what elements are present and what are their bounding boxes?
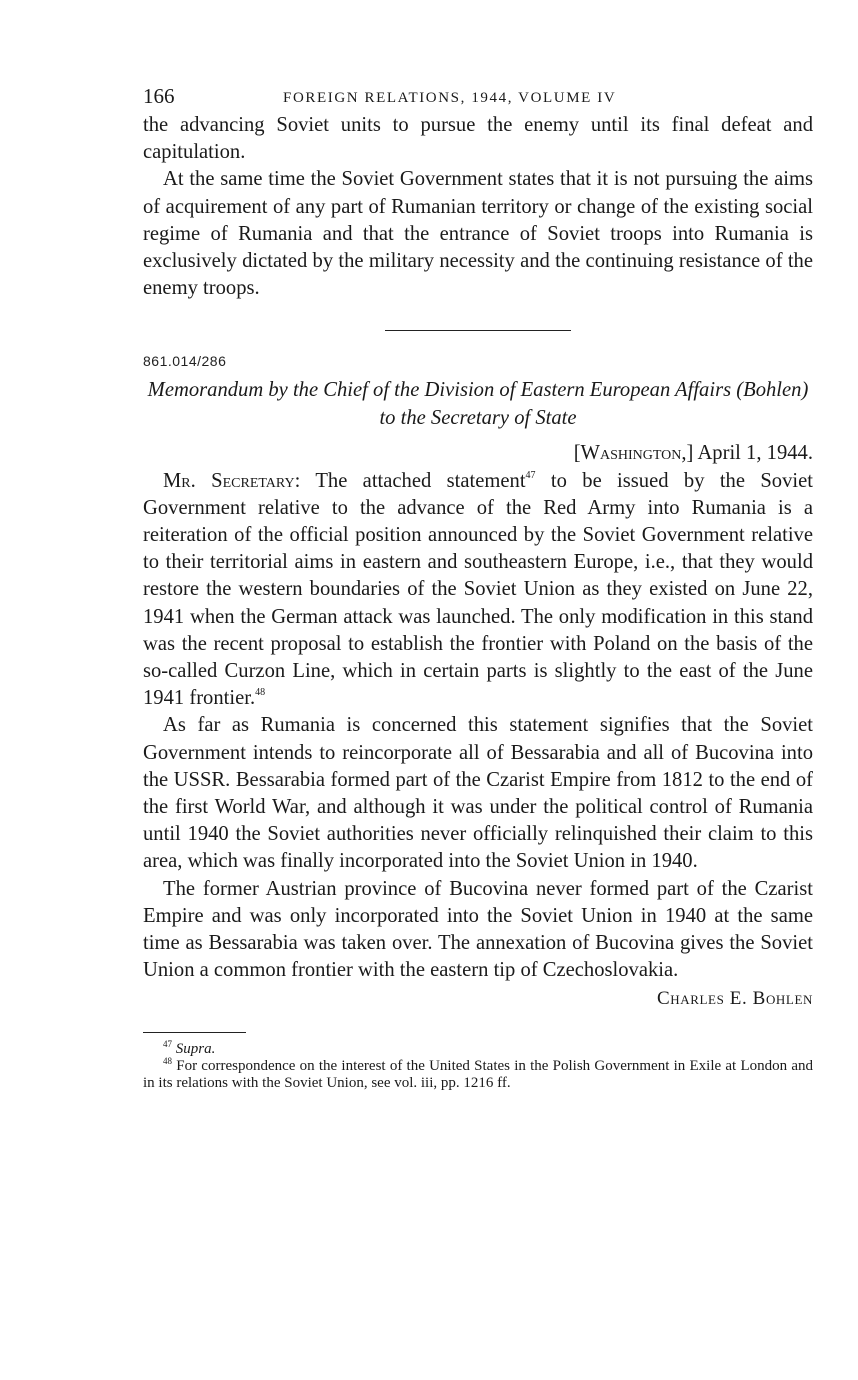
memo-paragraph-2: As far as Rumania is concerned this statement signifies that the Soviet Government intends to reincorporate all of Bessarabia and all of Bucovina into the USSR. Bessarabia formed part of the Czarist Empire from 1812 to the end of the first World War, and although it was under the political control of Rumania until 1940 the Soviet authorities never officially relinquished their claim to this area, which was finally incorporated into the Soviet Union in 1940. [143, 714, 813, 873]
footnote-48 [143, 1058, 813, 1092]
section-divider [385, 330, 571, 331]
memo-p1-part-a: The attached statement [315, 469, 526, 492]
document-title: Memorandum by the Chief of the Division of Eastern European Affairs (Bohlen) to the Secretary of State [147, 379, 809, 429]
signature: Charles E. Bohlen [656, 988, 813, 1010]
file-number: 861.014/286 [143, 353, 227, 370]
footnote-ref-48: 48 [255, 687, 266, 699]
page-number: 166 [143, 84, 175, 108]
footnote-text: For correspondence on the interest of the United States in the Polish Government in Exile at London and in its relations with the Soviet Union, see vol. iii, pp. 1216 ff. [143, 1058, 814, 1092]
footnote-mark: 47 [163, 1039, 172, 1050]
dateline [143, 440, 813, 467]
running-header [143, 82, 813, 112]
continued-paragraph-2: At the same time the Soviet Government states that it is not pursuing the aims of acquirement of any part of Rumanian territory or change of the existing social regime of Rumania and that the entrance of Soviet troops into Rumania is exclusively dictated by the military necessity and the continuing resistance of the enemy troops. [143, 168, 813, 300]
footnote-mark: 48 [163, 1056, 172, 1067]
continued-paragraph: the advancing Soviet units to pursue the enemy until its final defeat and capitulation. [143, 114, 813, 164]
footnote-ref-47: 47 [525, 469, 536, 481]
footnote-rule [143, 1032, 246, 1033]
dateline-date: April 1, 1944. [697, 442, 813, 465]
page-content [143, 82, 813, 1092]
footnote-47 [143, 1041, 813, 1058]
footnote-text: Supra. [175, 1041, 216, 1058]
salutation: Mr. Secretary: [163, 469, 301, 492]
running-title: FOREIGN RELATIONS, 1944, VOLUME IV [283, 90, 617, 106]
memo-p1-part-b: to be issued by the Soviet Government relative to the advance of the Red Army into Rumania is a reiteration of the official position announced by the Soviet Government relative to their territorial aims in eastern and southeastern Europe, i.e., that they would restore the western boundaries of the Soviet Union as they existed on June 22, 1941 when the German attack was launched. The only modification in this stand was the recent proposal to establish the frontier with Poland on the basis of the so-called Curzon Line, which in certain parts is slightly to the east of the June 1941 frontier. [143, 469, 813, 710]
footnotes [143, 1041, 813, 1091]
dateline-place: [Washington,] [573, 442, 694, 465]
memo-paragraph-1 [143, 468, 813, 713]
memo-paragraph-3: The former Austrian province of Bucovina never formed part of the Czarist Empire and was only incorporated into the Soviet Union in 1940 at the same time as Bessarabia was taken over. The annexation of Bucovina gives the Soviet Union a common frontier with the eastern tip of Czechoslovakia. [143, 877, 813, 982]
